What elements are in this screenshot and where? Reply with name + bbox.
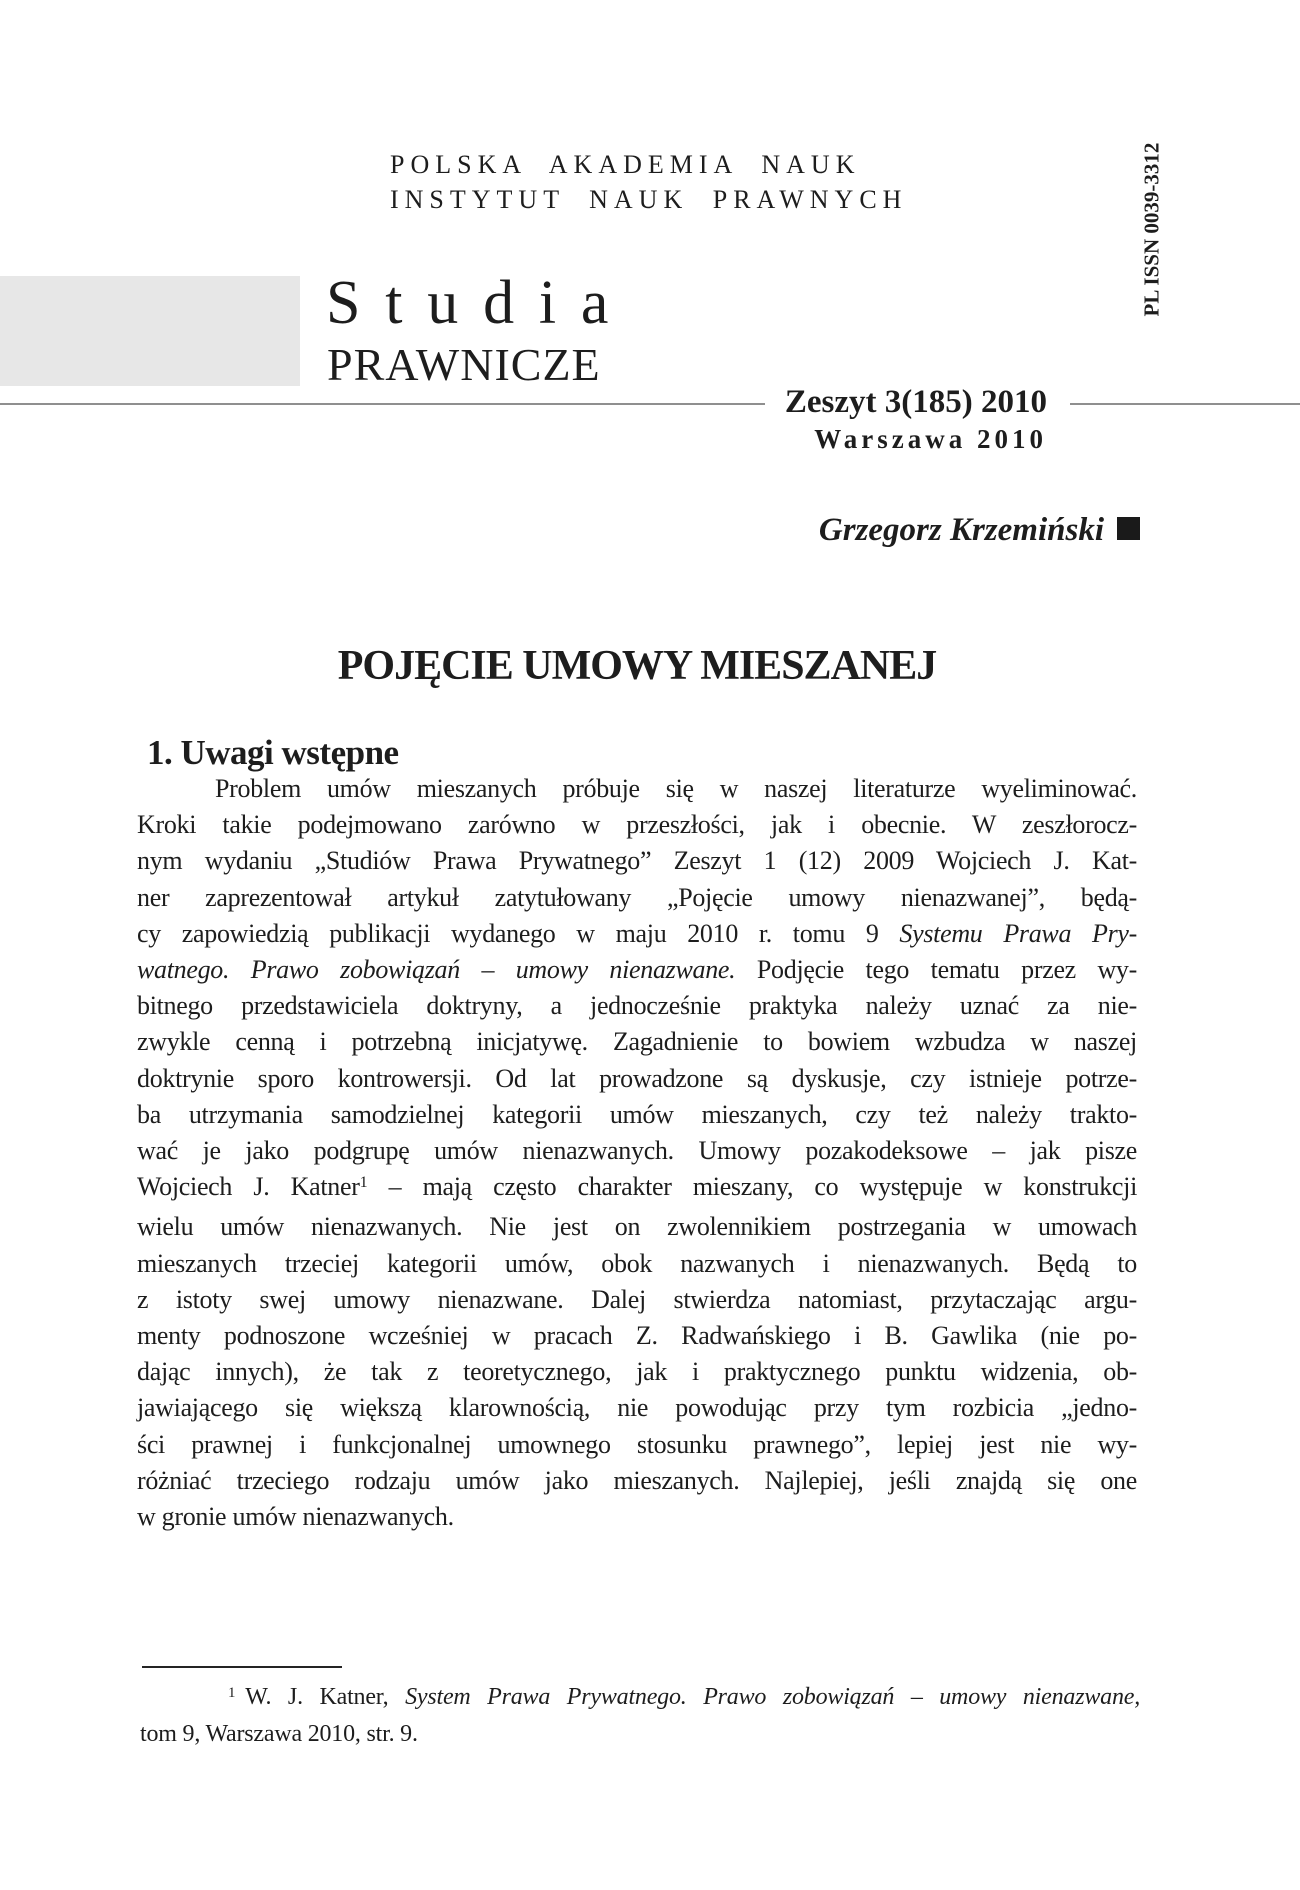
body-line	[137, 1061, 1137, 1097]
body-line	[137, 1390, 1137, 1426]
body-line	[137, 1463, 1137, 1499]
footnote-rule	[142, 1666, 342, 1668]
text-run: Podjęcie tego tematu przez wy-	[735, 955, 1137, 985]
text-run: tom 9, Warszawa 2010, str. 9.	[140, 1721, 418, 1747]
body-line	[137, 1427, 1137, 1463]
footnote-reference: 1	[228, 1684, 236, 1701]
journal-name-line-2: PRAWNICZE	[327, 339, 601, 390]
text-run: zwykle cenną i potrzebną inicjatywę. Zagadnienie to bowiem wzbudza w naszej	[137, 1027, 1137, 1057]
body-line	[137, 880, 1137, 916]
text-run: dając innych), że tak z teoretycznego, jak i praktycznego punktu widzenia, ob-	[137, 1357, 1137, 1387]
section-heading: 1. Uwagi wstępne	[147, 733, 399, 772]
place-year-label: Warszawa 2010	[814, 424, 1047, 454]
text-run: menty podnoszone wcześniej w pracach Z. Radwańskiego i B. Gawlika (nie po-	[137, 1321, 1137, 1351]
body-line	[137, 952, 1137, 988]
journal-name-line-1: Studia	[326, 269, 634, 337]
body-line	[137, 1246, 1137, 1282]
header-rule-right	[1070, 403, 1300, 405]
text-run: cy zapowiedzią publikacji wydanego w maju 2010 r. tomu 9	[137, 918, 900, 948]
text-run: wielu umów nienazwanych. Nie jest on zwolennikiem postrzegania w umowach	[137, 1212, 1137, 1242]
text-run: System Prawa Prywatnego. Prawo zobowiązań – umowy nienazwane,	[405, 1684, 1141, 1710]
footnote-reference: 1	[359, 1174, 368, 1192]
issn-label: PL ISSN 0039-3312	[1139, 142, 1164, 317]
body-line	[137, 1354, 1137, 1390]
text-run: ba utrzymania samodzielnej kategorii umów mieszanych, czy też należy trakto-	[137, 1099, 1137, 1129]
text-run: z istoty swej umowy nienazwane. Dalej stwierdza natomiast, przytaczając argu-	[137, 1284, 1137, 1314]
body-line	[137, 988, 1137, 1024]
text-run: doktrynie sporo kontrowersji. Od lat prowadzone są dyskusje, czy istnieje potrze-	[137, 1063, 1137, 1093]
body-line	[137, 1282, 1137, 1318]
text-run: mieszanych trzeciej kategorii umów, obok nazwanych i nienazwanych. Będą to	[137, 1248, 1137, 1278]
footnote-block	[140, 1680, 1140, 1751]
footnote-line	[140, 1717, 1140, 1751]
body-line	[137, 916, 1137, 952]
text-run: W. J. Katner,	[245, 1684, 406, 1710]
body-line	[137, 843, 1137, 879]
header-rule-left	[0, 403, 765, 405]
body-line	[137, 1209, 1137, 1245]
author-name: Grzegorz Krzemiński	[818, 512, 1104, 548]
text-run: Kroki takie podejmowano zarówno w przeszłości, jak i obecnie. W zeszłorocz-	[137, 810, 1137, 840]
text-run: bitnego przedstawiciela doktryny, a jednocześnie praktyka należy uznać za nie-	[137, 991, 1137, 1021]
black-square-marker	[1117, 517, 1140, 540]
body-line	[137, 1024, 1137, 1060]
text-run: Systemu Prawa Pry-	[899, 918, 1137, 948]
body-line	[137, 1133, 1137, 1169]
article-title: POJĘCIE UMOWY MIESZANEJ	[337, 643, 937, 689]
text-run: wać je jako podgrupę umów nienazwanych. Umowy pozakodeksowe – jak pisze	[137, 1136, 1137, 1166]
text-run: ści prawnej i funkcjonalnej umownego stosunku prawnego”, lepiej jest nie wy-	[137, 1429, 1137, 1459]
text-run: watnego. Prawo zobowiązań – umowy nienazwane.	[137, 955, 736, 985]
text-run: Problem umów mieszanych próbuje się w naszej literaturze wyeliminować.	[215, 774, 1137, 803]
publisher-line-2: INSTYTUT NAUK PRAWNYCH	[390, 185, 908, 214]
text-run: różniać trzeciego rodzaju umów jako mieszanych. Najlepiej, jeśli znajdą się one	[137, 1465, 1137, 1495]
text-run: w gronie umów nienazwanych.	[137, 1502, 454, 1532]
text-run: nym wydaniu „Studiów Prawa Prywatnego” Zeszyt 1 (12) 2009 Wojciech J. Kat-	[137, 846, 1137, 876]
body-line	[137, 807, 1137, 843]
body-line	[137, 1169, 1137, 1209]
issue-label: Zeszyt 3(185) 2010	[784, 384, 1047, 420]
author-line	[137, 512, 1140, 549]
footnote-line	[140, 1680, 1140, 1717]
publisher-line-1: POLSKA AKADEMIA NAUK	[390, 150, 861, 179]
logo-gray-block	[0, 276, 300, 386]
text-run: jawiającego się większą klarownością, nie powodując przy tym rozbicia „jedno-	[137, 1393, 1137, 1423]
publisher-block	[390, 147, 907, 217]
body-line	[137, 1499, 1137, 1535]
body-paragraph	[137, 771, 1137, 1535]
text-run: Wojciech J. Katner	[137, 1172, 360, 1202]
body-line	[137, 1318, 1137, 1354]
text-run: – mają często charakter mieszany, co występuje w konstrukcji	[367, 1172, 1137, 1202]
text-run: ner zaprezentował artykuł zatytułowany „Pojęcie umowy nienazwanej”, będą-	[137, 882, 1137, 912]
body-line	[137, 771, 1137, 807]
body-line	[137, 1097, 1137, 1133]
